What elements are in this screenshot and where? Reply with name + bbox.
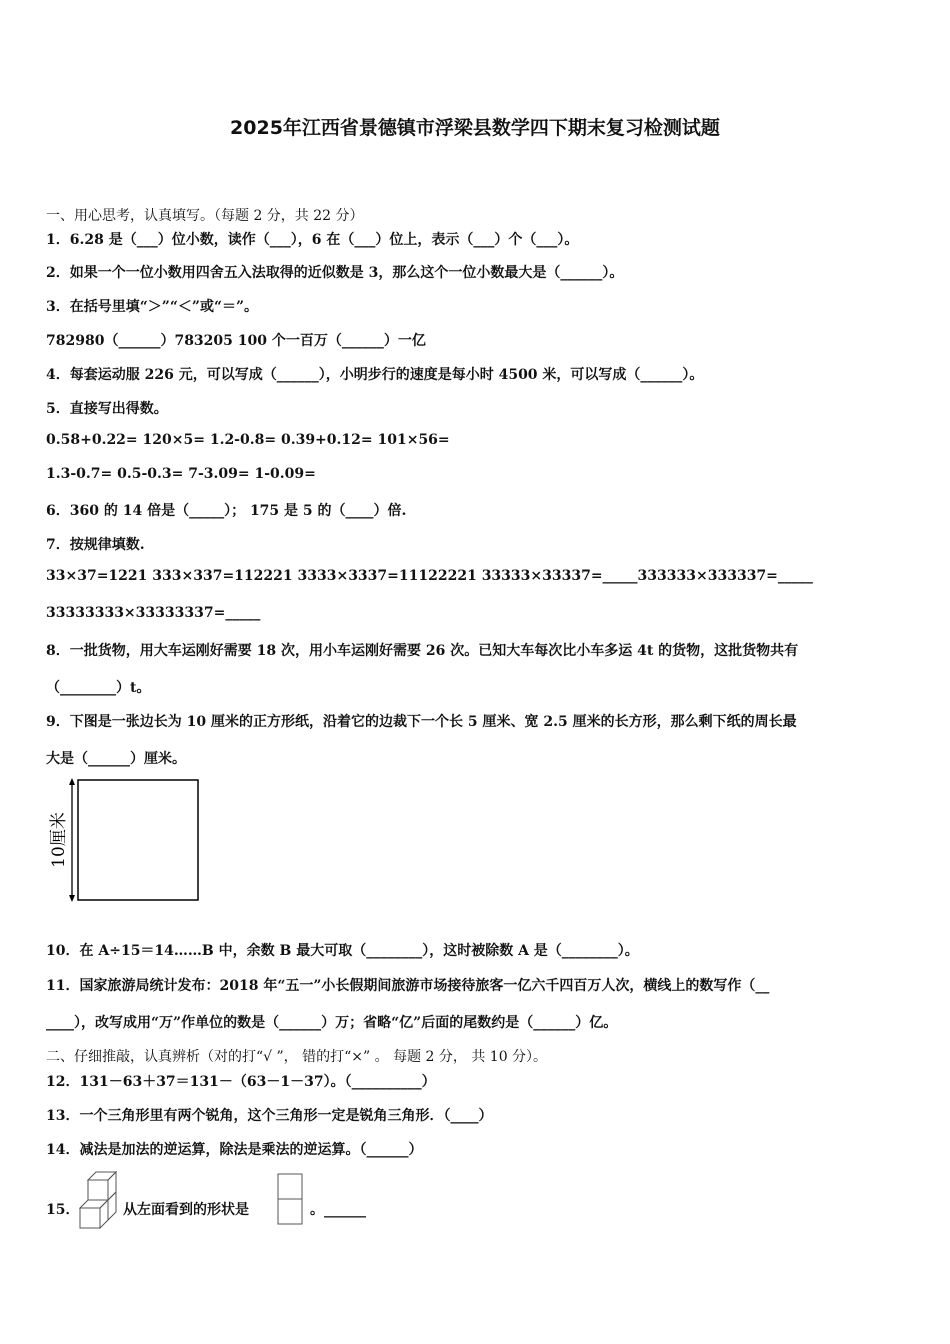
question-line: 0.58+0.22= 120×5= 1.2-0.8= 0.39+0.12= 101×56= — [46, 432, 450, 448]
section-heading-2: 二、仔细推敲，认真辨析（对的打“√ ”， 错的打“×” 。 每题 2 分， 共 10 分）。 — [46, 1049, 548, 1065]
question-line: 大是（______）厘米。 — [46, 751, 186, 767]
question-line: 6．360 的 14 倍是（_____）； 175 是 5 的（____）倍. — [46, 503, 407, 519]
question-line: 4．每套运动服 226 元，可以写成（______），小明步行的速度是每小时 4500 米，可以写成（______）。 — [46, 367, 704, 383]
question-line: 782980（______）783205 100 个一百万（______）一亿 — [46, 333, 426, 349]
question-line: 12．131－63＋37＝131－（63－1－37）。（__________） — [46, 1074, 436, 1090]
answer-blank: 。______ — [310, 1202, 366, 1218]
question-line: 13．一个三角形里有两个锐角，这个三角形一定是锐角三角形．（____） — [46, 1108, 493, 1124]
section-heading-1: 一、用心思考，认真填写。（每题 2 分，共 22 分） — [46, 208, 364, 224]
square-paper-figure — [44, 774, 204, 906]
question-line: 1.3-0.7= 0.5-0.3= 7-3.09= 1-0.09= — [46, 466, 316, 482]
page-title: 2025年江西省景德镇市浮梁县数学四下期末复习检测试题 — [230, 117, 720, 139]
left-view-figure — [276, 1172, 304, 1228]
question-line: 11．国家旅游局统计发布：2018 年“五一”小长假期间旅游市场接待旅客一亿六千四百万人次，横线上的数写作（__ — [46, 978, 770, 994]
question-line: ____），改写成用“万”作单位的数是（______）万；省略“亿”后面的尾数约是（______）亿。 — [46, 1015, 618, 1031]
figure-label: 10厘米 — [49, 812, 69, 868]
question-line: 3．在括号里填“＞”“＜”或“＝”。 — [46, 299, 259, 315]
question-line: 8．一批货物，用大车运刚好需要 18 次，用小车运刚好需要 26 次。已知大车每次比小车多运 4t 的货物，这批货物共有 — [46, 643, 799, 659]
question-line: 1．6.28 是（___）位小数，读作（___），6 在（___）位上，表示（___）个（___）。 — [46, 232, 579, 248]
question-line: 2．如果一个一位小数用四舍五入法取得的近似数是 3，那么这个一位小数最大是（______）。 — [46, 265, 624, 281]
stacked-cubes-figure — [78, 1170, 120, 1230]
question-line: （________）t。 — [46, 680, 151, 696]
question-line: 33333333×33333337=_____ — [46, 605, 261, 621]
question-line: 10．在 A÷15＝14……B 中，余数 B 最大可取（________），这时被除数 A 是（________）。 — [46, 943, 639, 959]
question-number: 15． — [46, 1202, 80, 1218]
question-line: 14．减法是加法的逆运算，除法是乘法的逆运算。（______） — [46, 1142, 423, 1158]
question-line: 33×37=1221 333×337=112221 3333×3337=11122221 33333×33337=_____333333×333337=_____ — [46, 568, 813, 584]
question-text: 从左面看到的形状是 — [123, 1202, 249, 1218]
question-line: 9．下图是一张边长为 10 厘米的正方形纸，沿着它的边裁下一个长 5 厘米、宽 2.5 厘米的长方形，那么剩下纸的周长最 — [46, 714, 797, 730]
question-line: 5．直接写出得数。 — [46, 401, 168, 417]
question-line: 7．按规律填数. — [46, 537, 145, 553]
